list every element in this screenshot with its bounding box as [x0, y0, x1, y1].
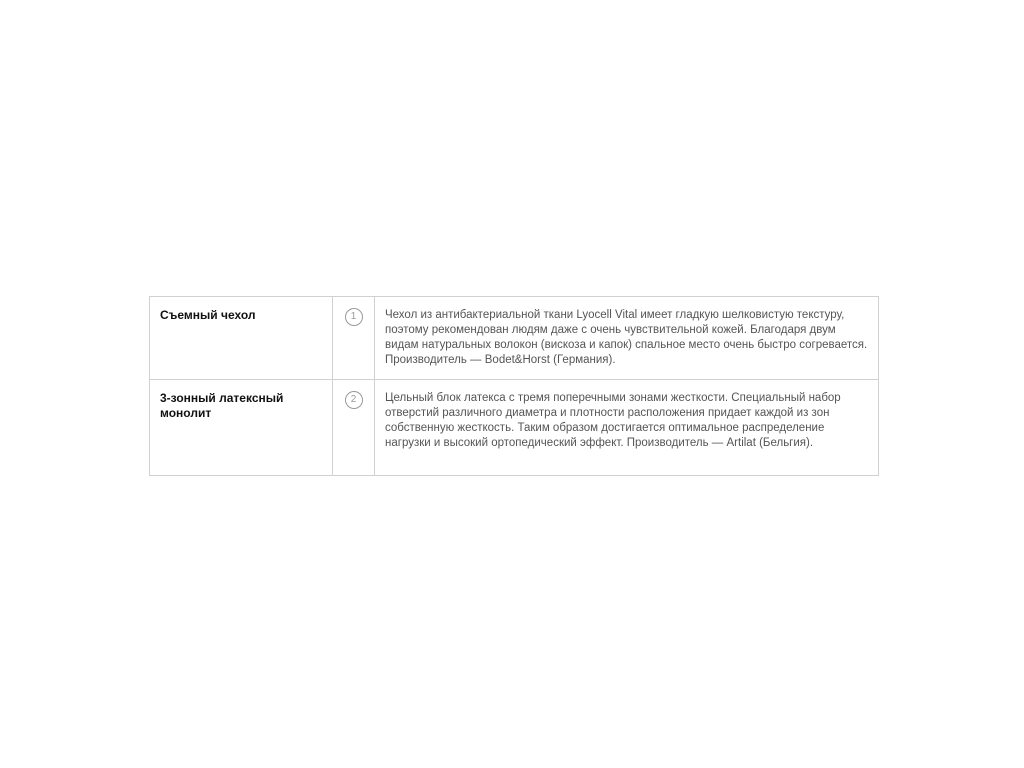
- layer-name: Съемный чехол: [150, 297, 333, 380]
- table-row: [150, 380, 879, 476]
- layer-number-cell: [333, 380, 375, 476]
- layer-description: Цельный блок латекса с тремя поперечными зонами жесткости. Специальный набор отверстий различного диаметра и плотности расположения придает каждой из зон собственную жесткость. Таким образом достигается оптимальное распределение нагрузки и высокий ортопедический эффект. Производитель — Artilat (Бельгия).: [375, 380, 879, 476]
- layer-number-badge: 1: [345, 308, 363, 326]
- layer-number-badge: 2: [345, 391, 363, 409]
- layer-description: Чехол из антибактериальной ткани Lyocell Vital имеет гладкую шелковистую текстуру, поэтому рекомендован людям даже с очень чувствительной кожей. Благодаря двум видам натуральных волокон (вискоза и капок) спальное место очень быстро согревается. Производитель — Bodet&Horst (Германия).: [375, 297, 879, 380]
- layer-name: 3-зонный латексный монолит: [150, 380, 333, 476]
- spec-table: [149, 296, 879, 476]
- table-row: [150, 297, 879, 380]
- layer-number-cell: [333, 297, 375, 380]
